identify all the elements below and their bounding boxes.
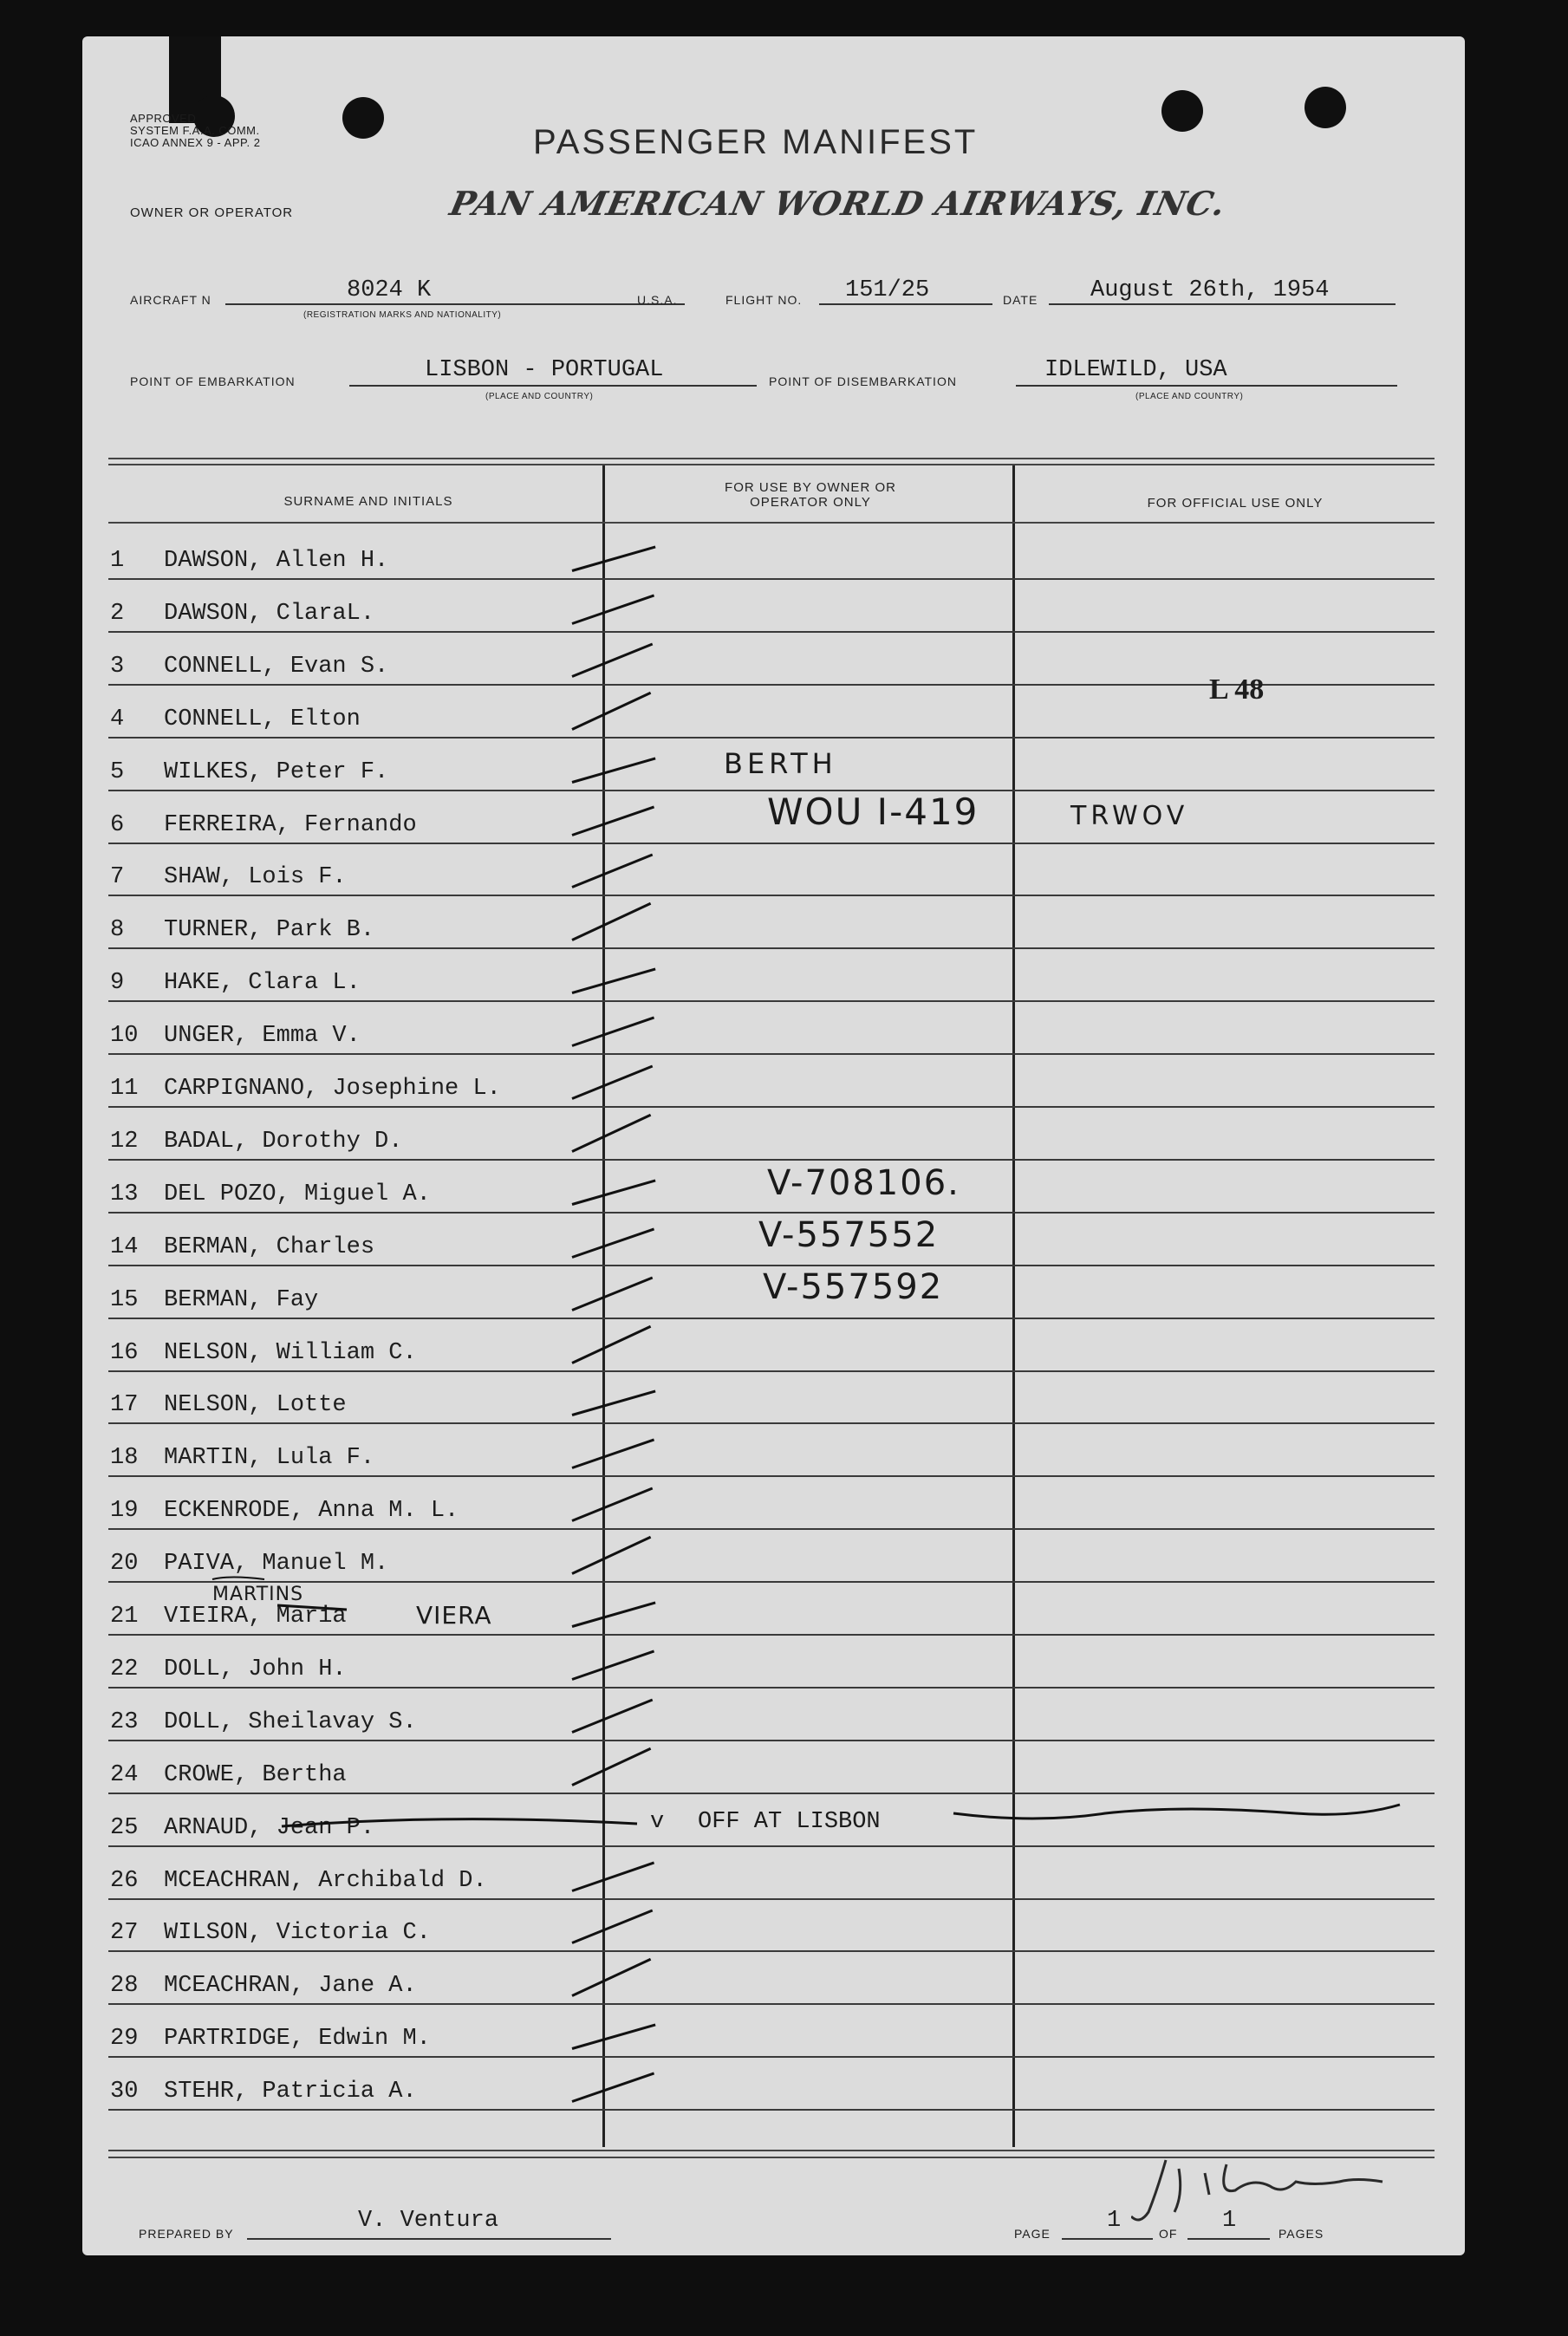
of-underline: [1187, 2238, 1270, 2240]
passenger-name: DEL POZO, Miguel A.: [164, 1181, 431, 1207]
passenger-number: 24: [110, 1761, 139, 1788]
passenger-number: 22: [110, 1656, 139, 1682]
passenger-name: HAKE, Clara L.: [164, 970, 361, 997]
passenger-name: DAWSON, ClaraL.: [164, 600, 375, 627]
passenger-name: BERMAN, Fay: [164, 1286, 319, 1313]
approval-line: APPROVED: [130, 112, 197, 125]
page-value: 1: [1107, 2208, 1122, 2234]
official-mark-r4: L 48: [1209, 673, 1265, 706]
passenger-number: 11: [110, 1076, 139, 1102]
approval-line: ICAO ANNEX 9 - APP. 2: [130, 136, 261, 149]
manifest-sheet: [82, 36, 1465, 2255]
approval-line: SYSTEM F.A.A. COMM.: [130, 124, 260, 137]
date-value: August 26th, 1954: [1090, 277, 1330, 303]
page-label: PAGE: [1014, 2227, 1051, 2241]
registration-sublabel: (REGISTRATION MARKS AND NATIONALITY): [303, 310, 502, 320]
passenger-number: 13: [110, 1181, 139, 1207]
passenger-name: WILKES, Peter F.: [164, 758, 389, 785]
flight-value: 151/25: [845, 277, 930, 303]
passenger-number: 29: [110, 2026, 139, 2053]
owner-note-r6: WOU I-419: [767, 791, 979, 833]
off-note-r25: OFF AT LISBON: [698, 1809, 881, 1835]
passenger-name: UNGER, Emma V.: [164, 1023, 361, 1050]
passenger-number: 26: [110, 1867, 139, 1894]
passenger-number: 23: [110, 1708, 139, 1735]
strike-marks: [82, 36, 1465, 2255]
passenger-name: CONNELL, Evan S.: [164, 653, 389, 680]
passenger-number: 18: [110, 1445, 139, 1472]
official-note-r6: TRWOV: [1070, 801, 1189, 831]
correction-r21: MARTINS: [212, 1584, 304, 1605]
prepared-value: V. Ventura: [358, 2208, 499, 2234]
disembark-label: POINT OF DISEMBARKATION: [769, 374, 957, 388]
passenger-number: 5: [110, 758, 125, 785]
passenger-name: VIEIRA, Maria: [164, 1604, 347, 1630]
signature-stroke: [1131, 2160, 1383, 2220]
passenger-number: 1: [110, 548, 125, 574]
passenger-name: CROWE, Bertha: [164, 1761, 347, 1788]
aircraft-label: AIRCRAFT N: [130, 293, 211, 307]
passenger-number: 6: [110, 811, 125, 838]
signature: [1131, 2143, 1391, 2238]
passenger-name: ARNAUD, Jean P.: [164, 1814, 375, 1841]
passenger-number: 9: [110, 970, 125, 997]
passenger-name: SHAW, Lois F.: [164, 864, 347, 891]
passenger-name: WILSON, Victoria C.: [164, 1920, 431, 1947]
mark-r25: v: [650, 1809, 665, 1835]
passenger-number: 27: [110, 1920, 139, 1947]
passenger-name: BERMAN, Charles: [164, 1233, 375, 1260]
passenger-name: BADAL, Dorothy D.: [164, 1128, 403, 1155]
passenger-name: MARTIN, Lula F.: [164, 1445, 375, 1472]
owner-note-r14: V-557552: [758, 1215, 940, 1255]
aircraft-value: 8024 K: [347, 277, 432, 303]
col-header-surname: SURNAME AND INITIALS: [283, 494, 453, 509]
passenger-name: MCEACHRAN, Jane A.: [164, 1973, 417, 2000]
owner-note-r13: V-708106.: [767, 1163, 960, 1203]
passenger-name: CONNELL, Elton: [164, 706, 361, 732]
col-header-official: FOR OFFICIAL USE ONLY: [1147, 496, 1324, 511]
passenger-number: 30: [110, 2079, 139, 2105]
passenger-name: NELSON, William C.: [164, 1339, 417, 1366]
passenger-name: NELSON, Lotte: [164, 1392, 347, 1419]
page-title: PASSENGER MANIFEST: [533, 123, 979, 161]
embark-label: POINT OF EMBARKATION: [130, 374, 296, 388]
prepared-underline: [247, 2238, 611, 2240]
passenger-name: PARTRIDGE, Edwin M.: [164, 2026, 431, 2053]
passenger-number: 21: [110, 1604, 139, 1630]
passenger-name: DAWSON, Allen H.: [164, 548, 389, 574]
of-value: 1: [1222, 2208, 1237, 2234]
berth-note: BERTH: [724, 747, 837, 780]
passenger-number: 3: [110, 653, 125, 680]
flight-label: FLIGHT NO.: [725, 293, 803, 307]
of-label: OF: [1159, 2227, 1178, 2241]
passenger-number: 17: [110, 1392, 139, 1419]
disembark-value: IDLEWILD, USA: [1044, 357, 1227, 383]
passenger-number: 15: [110, 1286, 139, 1313]
passenger-name: TURNER, Park B.: [164, 917, 375, 944]
extra-note-r21: VIERA: [416, 1601, 492, 1630]
col-header-owner: FOR USE BY OWNER OR OPERATOR ONLY: [725, 480, 896, 510]
passenger-name: ECKENRODE, Anna M. L.: [164, 1498, 459, 1525]
pages-label: PAGES: [1278, 2227, 1324, 2241]
passenger-number: 16: [110, 1339, 139, 1366]
usa-label: U.S.A.: [637, 293, 678, 307]
embark-sublabel: (PLACE AND COUNTRY): [485, 392, 594, 401]
owner-label: OWNER OR OPERATOR: [130, 205, 294, 220]
passenger-name: DOLL, John H.: [164, 1656, 347, 1682]
disembark-sublabel: (PLACE AND COUNTRY): [1135, 392, 1244, 401]
passenger-number: 19: [110, 1498, 139, 1525]
prepared-label: PREPARED BY: [139, 2227, 234, 2241]
passenger-number: 25: [110, 1814, 139, 1841]
page-underline: [1062, 2238, 1153, 2240]
passenger-name: FERREIRA, Fernando: [164, 811, 417, 838]
owner-note-r15: V-557592: [763, 1267, 944, 1307]
caret-r21: [212, 1578, 264, 1580]
passenger-name: MCEACHRAN, Archibald D.: [164, 1867, 487, 1894]
passenger-number: 2: [110, 600, 125, 627]
date-label: DATE: [1003, 293, 1038, 307]
passenger-number: 8: [110, 917, 125, 944]
passenger-name: CARPIGNANO, Josephine L.: [164, 1076, 501, 1102]
passenger-number: 20: [110, 1551, 139, 1578]
passenger-number: 14: [110, 1233, 139, 1260]
passenger-number: 28: [110, 1973, 139, 2000]
passenger-number: 4: [110, 706, 125, 732]
carrier-name: PAN AMERICAN WORLD AIRWAYS, INC.: [446, 184, 1230, 223]
strike-line-r25-right: [953, 1805, 1400, 1819]
strike-line-r21: [277, 1605, 347, 1610]
passenger-name: STEHR, Patricia A.: [164, 2079, 417, 2105]
embark-value: LISBON - PORTUGAL: [425, 357, 664, 383]
passenger-number: 10: [110, 1023, 139, 1050]
strike-line-r25: [282, 1819, 637, 1826]
passenger-number: 7: [110, 864, 125, 891]
passenger-number: 12: [110, 1128, 139, 1155]
passenger-name: PAIVA, Manuel M.: [164, 1551, 389, 1578]
passenger-name: DOLL, Sheilavay S.: [164, 1708, 417, 1735]
